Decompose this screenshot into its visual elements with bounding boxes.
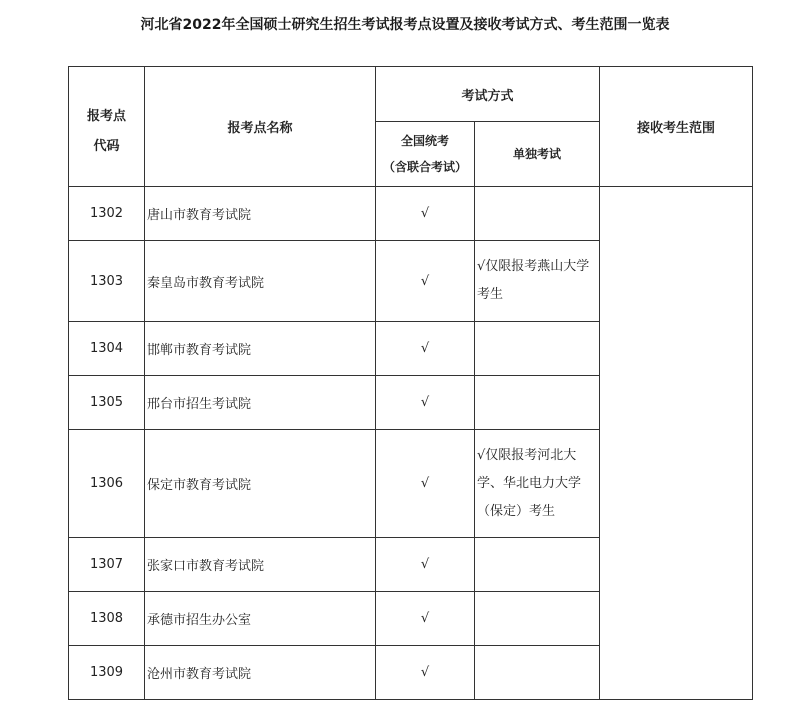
national-check: √: [376, 241, 475, 322]
header-national-line1: 全国统考: [400, 134, 449, 148]
national-check: √: [376, 538, 475, 592]
national-check: √: [376, 322, 475, 376]
separate-note: [475, 646, 600, 700]
site-name: 保定市教育考试院: [145, 430, 376, 538]
site-name: 邢台市招生考试院: [145, 376, 376, 430]
national-check: √: [376, 592, 475, 646]
separate-note: [475, 592, 600, 646]
scope-cell: [600, 187, 753, 700]
site-name: 秦皇岛市教育考试院: [145, 241, 376, 322]
header-code-line1: 报考点: [86, 108, 126, 124]
site-name: 唐山市教育考试院: [145, 187, 376, 241]
exam-site-table: [68, 66, 753, 700]
separate-note: √仅限报考河北大学、华北电力大学（保定）考生: [475, 430, 600, 538]
separate-note: √仅限报考燕山大学考生: [475, 241, 600, 322]
site-name: 邯郸市教育考试院: [145, 322, 376, 376]
header-national: [376, 122, 475, 187]
header-exam-method: 考试方式: [376, 67, 600, 122]
national-check: √: [376, 430, 475, 538]
site-code: 1305: [69, 376, 145, 430]
separate-note: [475, 538, 600, 592]
national-check: √: [376, 646, 475, 700]
site-name: 张家口市教育考试院: [145, 538, 376, 592]
header-national-line2: （含联合考试）: [382, 160, 467, 174]
header-name: 报考点名称: [145, 67, 376, 187]
site-code: 1307: [69, 538, 145, 592]
site-code: 1303: [69, 241, 145, 322]
separate-note: [475, 322, 600, 376]
document-title: 河北省2022年全国硕士研究生招生考试报考点设置及接收考试方式、考生范围一览表: [140, 17, 670, 33]
site-name: 承德市招生办公室: [145, 592, 376, 646]
national-check: √: [376, 187, 475, 241]
site-name: 沧州市教育考试院: [145, 646, 376, 700]
site-code: 1309: [69, 646, 145, 700]
site-code: 1302: [69, 187, 145, 241]
site-code: 1304: [69, 322, 145, 376]
site-code: 1306: [69, 430, 145, 538]
site-code: 1308: [69, 592, 145, 646]
header-separate: 单独考试: [475, 122, 600, 187]
table-row: [69, 187, 753, 241]
separate-note: [475, 187, 600, 241]
header-scope: 接收考生范围: [600, 67, 753, 187]
exam-site-table-container: [68, 66, 753, 700]
header-code: [69, 67, 145, 187]
separate-note: [475, 376, 600, 430]
national-check: √: [376, 376, 475, 430]
header-code-line2: 代码: [93, 138, 120, 154]
